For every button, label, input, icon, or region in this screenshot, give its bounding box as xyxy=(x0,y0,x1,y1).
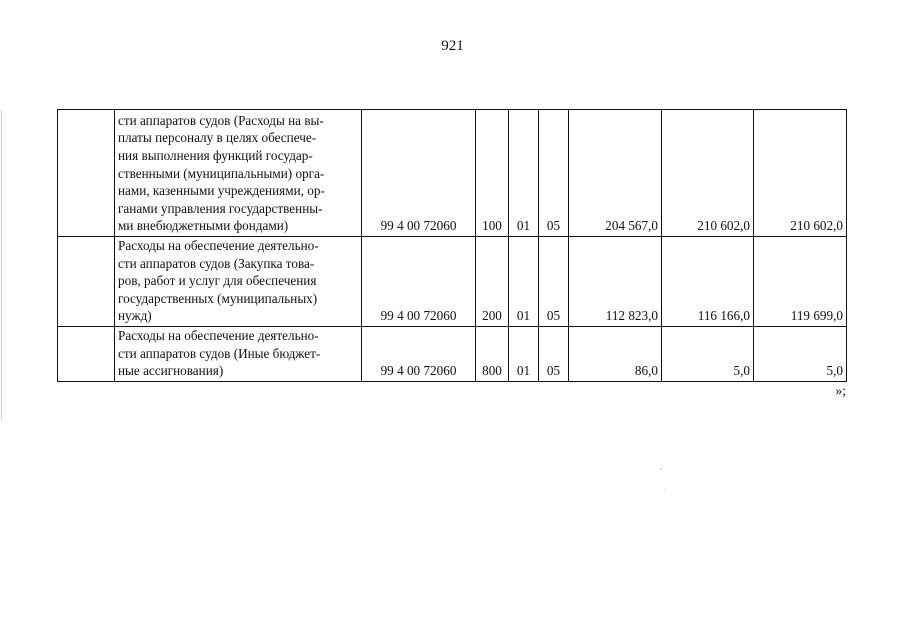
target-article-cell: 99 4 00 72060 xyxy=(362,327,476,382)
amount-year2-cell: 210 602,0 xyxy=(662,110,754,237)
row-number-cell xyxy=(58,237,115,327)
description-line: ния выполнения функций государ- xyxy=(118,148,313,164)
table-row xyxy=(58,237,847,327)
description-cell xyxy=(115,110,362,237)
subsection-cell: 05 xyxy=(539,327,569,382)
scan-speck xyxy=(660,468,662,470)
amount-year1-cell: 86,0 xyxy=(569,327,662,382)
description-cell xyxy=(115,237,362,327)
description-line: ственными (муниципальными) орга- xyxy=(118,165,325,181)
scan-margin-line xyxy=(1,110,2,420)
description-line: платы персоналу в целях обеспече- xyxy=(118,130,317,146)
row-number-cell xyxy=(58,110,115,237)
row-number-cell xyxy=(58,327,115,382)
description-cell xyxy=(115,327,362,382)
budget-table xyxy=(57,109,847,382)
table-row xyxy=(58,327,847,382)
subsection-cell: 05 xyxy=(539,110,569,237)
description-line: сти аппаратов судов (Расходы на вы- xyxy=(118,112,324,128)
description-line: нужд) xyxy=(118,308,152,324)
table-row xyxy=(58,110,847,237)
subsection-cell: 05 xyxy=(539,237,569,327)
description-line: ные ассигнования) xyxy=(118,363,224,379)
description-line: государственных (муниципальных) xyxy=(118,290,318,306)
target-article-cell: 99 4 00 72060 xyxy=(362,110,476,237)
description-line: ров, работ и услуг для обеспечения xyxy=(118,273,317,289)
target-article-cell: 99 4 00 72060 xyxy=(362,237,476,327)
description-line: сти аппаратов судов (Закупка това- xyxy=(118,255,315,271)
amount-year2-cell: 5,0 xyxy=(662,327,754,382)
description-line: Расходы на обеспечение деятельно- xyxy=(118,238,319,254)
description-line: нами, казенными учреждениями, ор- xyxy=(118,183,325,199)
amount-year2-cell: 116 166,0 xyxy=(662,237,754,327)
page-number: 921 xyxy=(441,38,464,54)
section-cell: 01 xyxy=(509,110,539,237)
closing-quote-mark: »; xyxy=(835,383,846,398)
expense-type-cell: 100 xyxy=(476,110,509,237)
amount-year3-cell: 210 602,0 xyxy=(754,110,847,237)
amount-year1-cell: 112 823,0 xyxy=(569,237,662,327)
description-line: сти аппаратов судов (Иные бюджет- xyxy=(118,345,321,361)
amount-year3-cell: 119 699,0 xyxy=(754,237,847,327)
description-line: ми внебюджетными фондами) xyxy=(118,218,289,234)
scan-speck xyxy=(664,490,665,491)
description-line: Расходы на обеспечение деятельно- xyxy=(118,328,319,344)
description-line: ганами управления государственны- xyxy=(118,200,323,216)
section-cell: 01 xyxy=(509,327,539,382)
amount-year1-cell: 204 567,0 xyxy=(569,110,662,237)
expense-type-cell: 800 xyxy=(476,327,509,382)
amount-year3-cell: 5,0 xyxy=(754,327,847,382)
expense-type-cell: 200 xyxy=(476,237,509,327)
section-cell: 01 xyxy=(509,237,539,327)
